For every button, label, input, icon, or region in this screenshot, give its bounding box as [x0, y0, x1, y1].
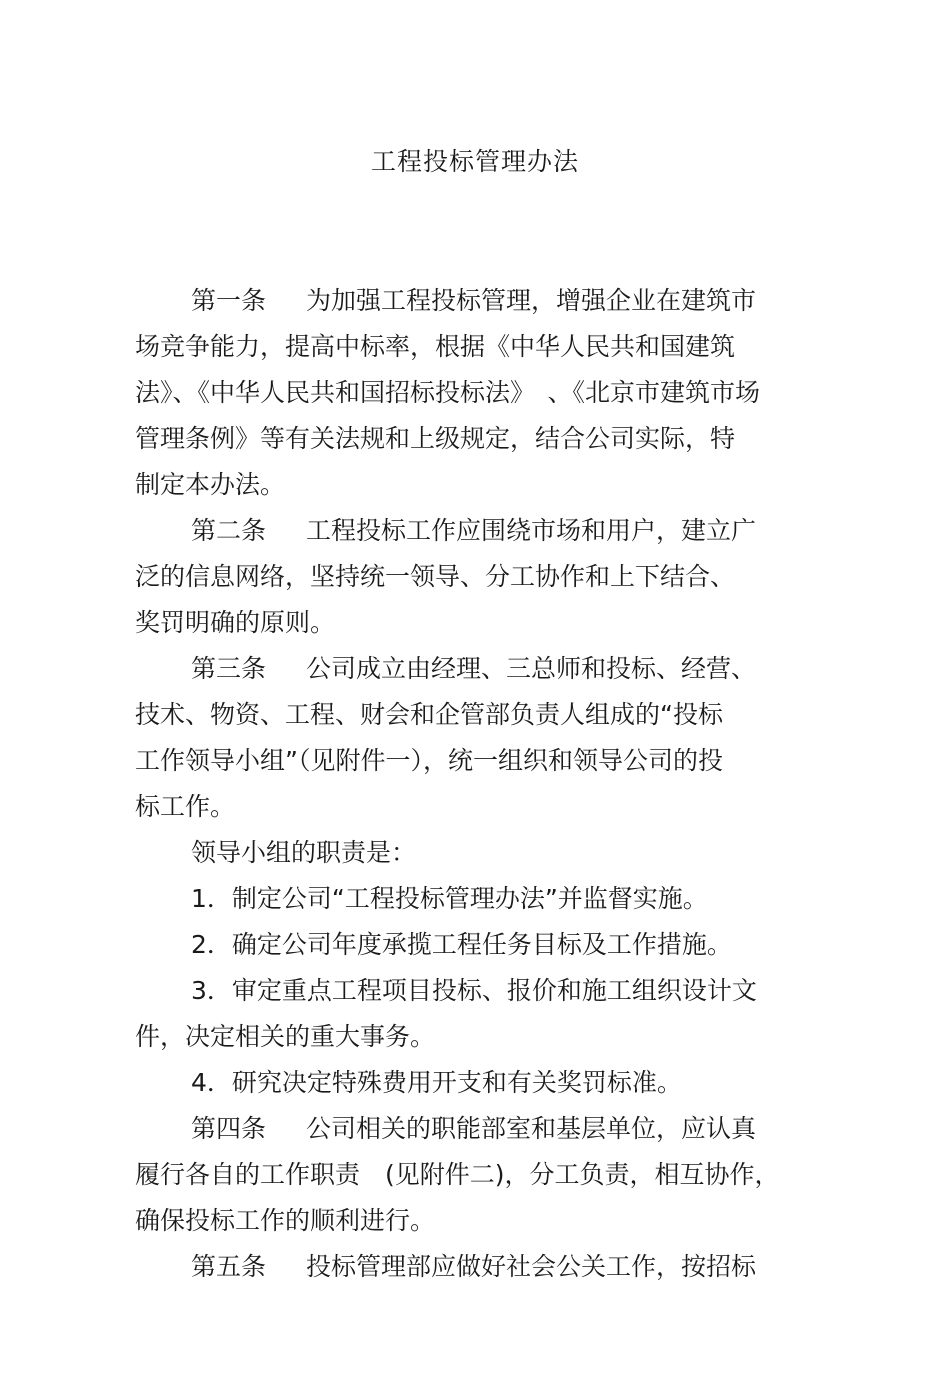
- text-line: [135, 278, 825, 324]
- text-line: [135, 646, 825, 692]
- text-line: [135, 1060, 825, 1106]
- text-line: [135, 692, 825, 738]
- text-line: [135, 1198, 825, 1244]
- line-text: 工作领导小组”（见附件一），统一组织和领导公司的投: [135, 746, 723, 775]
- text-line: [135, 508, 825, 554]
- text-line: [135, 600, 825, 646]
- document-title: 工程投标管理办法: [370, 147, 579, 176]
- text-line: [135, 1014, 825, 1060]
- line-text: 泛的信息网络，坚持统一领导、分工协作和上下结合、: [135, 562, 736, 591]
- line-text: 履行各自的工作职责 (见附件二)，分工负责，相互协作，: [135, 1160, 780, 1189]
- line-text: 公司成立由经理、三总师和投标、经营、: [306, 654, 757, 683]
- line-text: 3．审定重点工程项目投标、报价和施工组织设计文: [191, 976, 757, 1005]
- text-line: [135, 1244, 825, 1290]
- line-text: 件，决定相关的重大事务。: [135, 1022, 436, 1051]
- article-label: 第二条: [191, 516, 267, 545]
- text-line: [135, 1152, 825, 1198]
- line-text: 1．制定公司“工程投标管理办法”并监督实施。: [191, 884, 708, 913]
- article-label: 第一条: [191, 286, 267, 315]
- text-line: [135, 462, 825, 508]
- text-line: [135, 416, 825, 462]
- line-text: 公司相关的职能部室和基层单位，应认真: [306, 1114, 757, 1143]
- line-text: 技术、物资、工程、财会和企管部负责人组成的“投标: [135, 700, 723, 729]
- article-label: 第五条: [191, 1252, 267, 1281]
- text-line: [135, 922, 825, 968]
- line-text: 2．确定公司年度承揽工程任务目标及工作措施。: [191, 930, 732, 959]
- line-text: 法》、《中华人民共和国招标投标法》 、《北京市建筑市场: [135, 378, 761, 407]
- document-body: [135, 278, 825, 1290]
- line-text: 管理条例》等有关法规和上级规定，结合公司实际，特: [135, 424, 736, 453]
- line-text: 制定本办法。: [135, 470, 286, 499]
- text-line: [135, 554, 825, 600]
- article-label: 第四条: [191, 1114, 267, 1143]
- line-text: 为加强工程投标管理，增强企业在建筑市: [306, 286, 757, 315]
- line-text: 4．研究决定特殊费用开支和有关奖罚标准。: [191, 1068, 682, 1097]
- text-line: [135, 370, 825, 416]
- line-text: 确保投标工作的顺利进行。: [135, 1206, 436, 1235]
- article-label: 第三条: [191, 654, 267, 683]
- line-text: 场竞争能力，提高中标率，根据《中华人民共和国建筑: [135, 332, 736, 361]
- line-text: 标工作。: [135, 792, 236, 821]
- text-line: [135, 876, 825, 922]
- line-text: 奖罚明确的原则。: [135, 608, 336, 637]
- text-line: [135, 324, 825, 370]
- line-text: 工程投标工作应围绕市场和用户，建立广: [306, 516, 757, 545]
- text-line: [135, 968, 825, 1014]
- line-text: 投标管理部应做好社会公关工作，按招标: [306, 1252, 757, 1281]
- text-line: [135, 1106, 825, 1152]
- text-line: [135, 784, 825, 830]
- line-text: 领导小组的职责是：: [191, 838, 417, 867]
- text-line: [135, 830, 825, 876]
- text-line: [135, 738, 825, 784]
